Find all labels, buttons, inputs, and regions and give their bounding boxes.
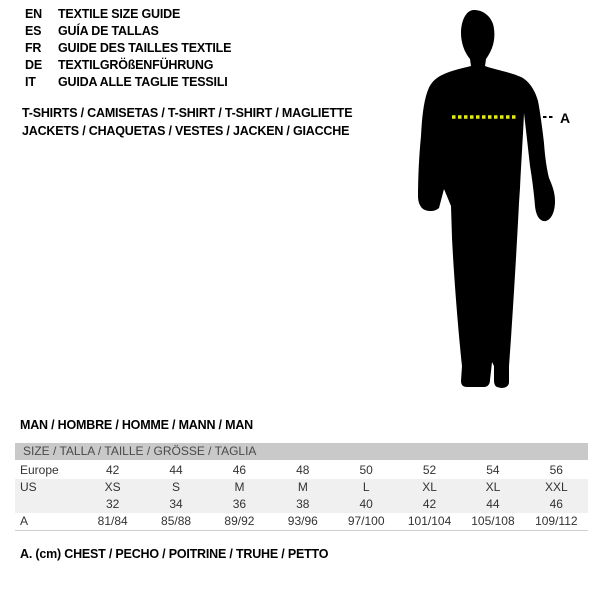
table-cell: 105/108: [471, 514, 515, 528]
table-cell: 44: [169, 463, 183, 477]
table-cell: 109/112: [535, 514, 578, 528]
row-label: [15, 496, 81, 513]
size-table-body: [15, 462, 588, 531]
table-cell: 32: [106, 497, 120, 511]
table-row: [15, 479, 588, 496]
table-cell: 42: [422, 497, 437, 511]
category-line-tshirts: T-SHIRTS / CAMISETAS / T-SHIRT / T-SHIRT / MAGLIETTE: [22, 106, 353, 120]
table-cell: 44: [486, 497, 500, 511]
table-cell: 38: [296, 497, 310, 511]
table-row: [15, 496, 588, 513]
table-cell: M: [297, 480, 308, 494]
table-cell: XL: [422, 480, 437, 494]
table-cell: 46: [549, 497, 563, 511]
language-code: ES: [25, 24, 42, 38]
language-label: GUIDE DES TAILLES TEXTILE: [58, 41, 232, 55]
table-cell: 89/92: [224, 514, 255, 528]
language-code: FR: [25, 41, 42, 55]
table-cell: L: [362, 480, 370, 494]
table-cell: XS: [104, 480, 121, 494]
table-cell: 42: [106, 463, 120, 477]
section-title-man: MAN / HOMBRE / HOMME / MANN / MAN: [20, 418, 253, 432]
table-cell: 52: [422, 463, 437, 477]
size-table-header: SIZE / TALLA / TAILLE / GRÖSSE / TAGLIA: [15, 443, 588, 460]
table-cell: 36: [232, 497, 247, 511]
table-cell: 101/104: [407, 514, 452, 528]
measure-label-a: A: [560, 110, 571, 126]
row-label: A: [20, 514, 29, 528]
table-cell: 93/96: [287, 514, 318, 528]
table-cell: 40: [359, 497, 373, 511]
man-silhouette: [418, 10, 555, 388]
size-table: [15, 443, 588, 531]
table-row: [15, 513, 588, 530]
table-cell: S: [172, 480, 181, 494]
table-cell: 81/84: [97, 514, 128, 528]
table-cell: 56: [549, 463, 563, 477]
language-row: [25, 23, 231, 40]
product-categories: [22, 104, 352, 140]
table-row: [15, 462, 588, 479]
language-row: [25, 40, 231, 57]
table-cell: XL: [485, 480, 501, 494]
category-line-jackets: JACKETS / CHAQUETAS / VESTES / JACKEN / GIACCHE: [22, 124, 350, 138]
language-row: [25, 74, 231, 91]
table-cell: 46: [232, 463, 247, 477]
language-list: [25, 6, 231, 91]
language-label: TEXTILGRÖßENFÜHRUNG: [58, 58, 214, 72]
language-code: EN: [25, 7, 42, 21]
language-row: [25, 6, 231, 23]
language-code: IT: [25, 75, 36, 89]
table-cell: 34: [169, 497, 183, 511]
table-cell: 54: [486, 463, 500, 477]
table-cell: M: [234, 480, 245, 494]
table-cell: 48: [296, 463, 310, 477]
table-cell: 85/88: [161, 514, 192, 528]
language-label: GUÍA DE TALLAS: [58, 24, 159, 38]
language-row: [25, 57, 231, 74]
man-silhouette-figure: [416, 8, 576, 392]
measurement-footnote: A. (cm) CHEST / PECHO / POITRINE / TRUHE / PETTO: [20, 547, 329, 561]
language-label: TEXTILE SIZE GUIDE: [58, 7, 181, 21]
table-cell: XXL: [544, 480, 568, 494]
language-label: GUIDA ALLE TAGLIE TESSILI: [58, 75, 228, 89]
table-cell: 50: [359, 463, 373, 477]
row-label: Europe: [20, 463, 59, 477]
language-code: DE: [25, 58, 42, 72]
row-label: US: [20, 480, 37, 494]
table-cell: 97/100: [347, 514, 385, 528]
